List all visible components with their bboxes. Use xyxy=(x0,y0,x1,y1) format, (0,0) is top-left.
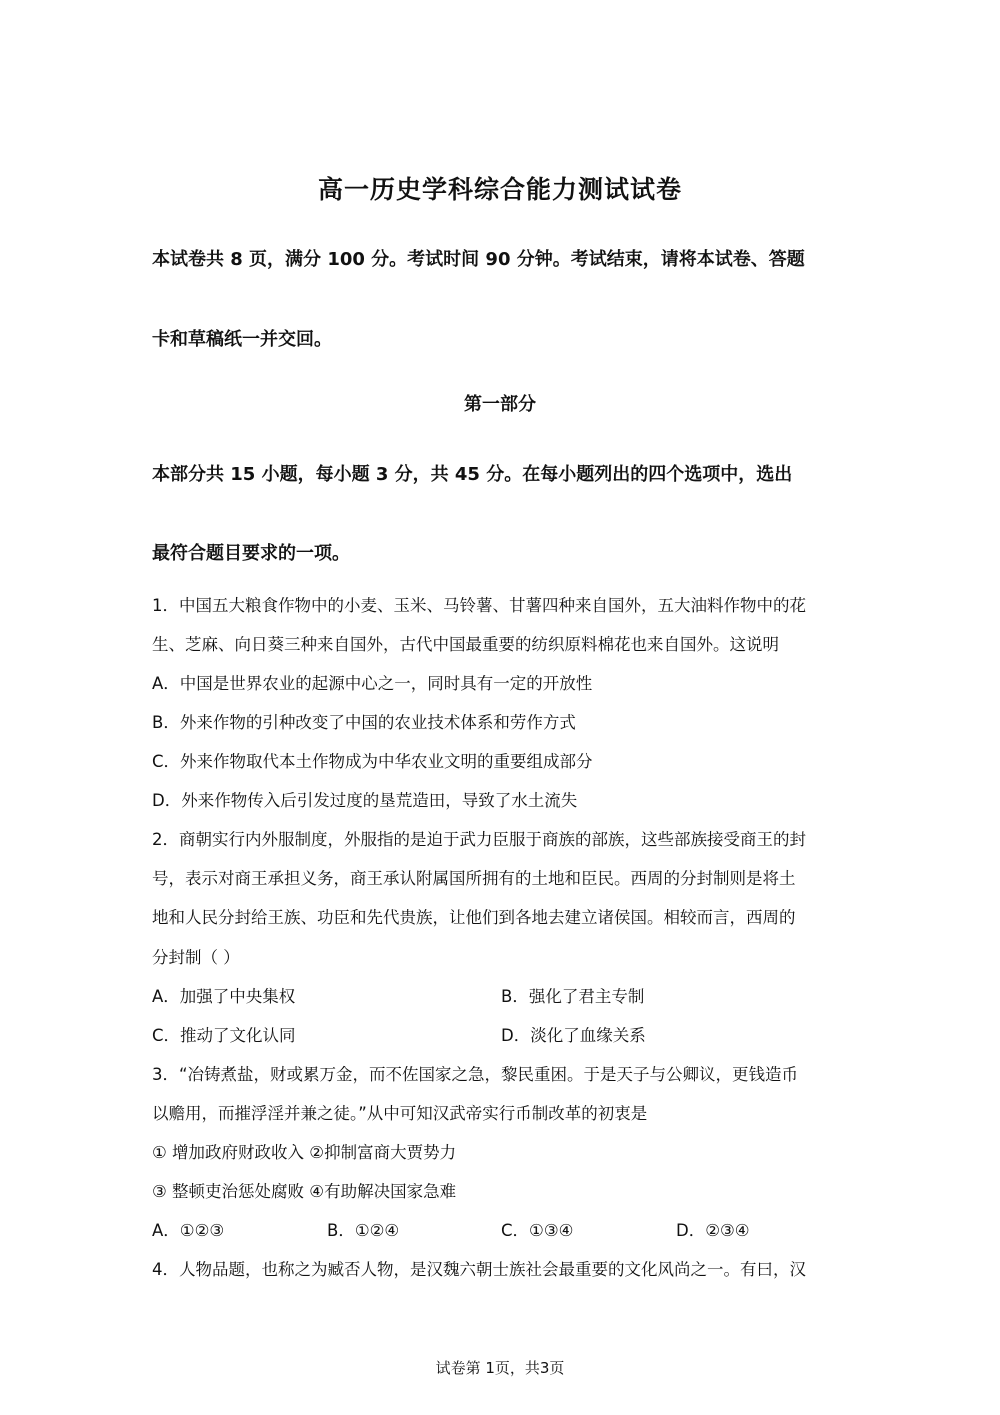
q2-option-b: B．强化了君主专制 xyxy=(501,987,645,1006)
section-instruction-line-1: 本部分共 15 小题，每小题 3 分，共 45 分。在每小题列出的四个选项中，选出 xyxy=(152,464,793,485)
exam-intro-line-2: 卡和草稿纸一并交回。 xyxy=(152,329,332,350)
q3-option-b: B．①②④ xyxy=(327,1221,400,1240)
exam-intro-line-1: 本试卷共 8 页，满分 100 分。考试时间 90 分钟。考试结束，请将本试卷、答题 xyxy=(152,249,805,270)
q1-stem-line-2: 生、芝麻、向日葵三种来自国外，古代中国最重要的纺织原料棉花也来自国外。这说明 xyxy=(152,635,779,654)
q3-stem-line-2: 以赡用，而摧浮淫并兼之徒。”从中可知汉武帝实行币制改革的初衷是 xyxy=(152,1104,648,1123)
section-heading: 第一部分 xyxy=(464,394,536,415)
q3-option-c: C．①③④ xyxy=(501,1221,574,1240)
q3-option-d: D．②③④ xyxy=(676,1221,750,1240)
q2-stem-line-3: 地和人民分封给王族、功臣和先代贵族，让他们到各地去建立诸侯国。相较而言，西周的 xyxy=(152,908,796,927)
q4-stem-line-1: 4．人物品题，也称之为臧否人物，是汉魏六朝士族社会最重要的文化风尚之一。有曰，汉 xyxy=(152,1260,806,1279)
q2-stem-line-1: 2．商朝实行内外服制度，外服指的是迫于武力臣服于商族的部族，这些部族接受商王的封 xyxy=(152,830,806,849)
q3-stem-line-1: 3．“冶铸煮盐，财或累万金，而不佐国家之急，黎民重困。于是天子与公卿议，更钱造币 xyxy=(152,1065,799,1084)
q1-stem-line-1: 1．中国五大粮食作物中的小麦、玉米、马铃薯、甘薯四种来自国外，五大油料作物中的花 xyxy=(152,596,806,615)
q2-stem-line-4: 分封制（ ） xyxy=(152,948,240,967)
q1-option-d: D．外来作物传入后引发过度的垦荒造田，导致了水土流失 xyxy=(152,791,578,810)
q2-option-d: D．淡化了血缘关系 xyxy=(501,1026,646,1045)
exam-title: 高一历史学科综合能力测试试卷 xyxy=(317,175,682,204)
q3-items-line-1: ① 增加政府财政收入 ②抑制富商大贾势力 xyxy=(152,1143,457,1162)
q2-stem-line-2: 号，表示对商王承担义务，商王承认附属国所拥有的土地和臣民。西周的分封制则是将土 xyxy=(152,869,796,888)
q1-option-b: B．外来作物的引种改变了中国的农业技术体系和劳作方式 xyxy=(152,713,576,732)
page-footer: 试卷第 1页，共3页 xyxy=(435,1359,565,1377)
q2-option-c: C．推动了文化认同 xyxy=(152,1026,296,1045)
q3-items-line-2: ③ 整顿吏治惩处腐败 ④有助解决国家急难 xyxy=(152,1182,457,1201)
q1-option-a: A．中国是世界农业的起源中心之一，同时具有一定的开放性 xyxy=(152,674,593,693)
q2-option-a: A．加强了中央集权 xyxy=(152,987,296,1006)
q3-option-a: A．①②③ xyxy=(152,1221,225,1240)
q1-option-c: C．外来作物取代本土作物成为中华农业文明的重要组成部分 xyxy=(152,752,593,771)
section-instruction-line-2: 最符合题目要求的一项。 xyxy=(152,543,350,564)
